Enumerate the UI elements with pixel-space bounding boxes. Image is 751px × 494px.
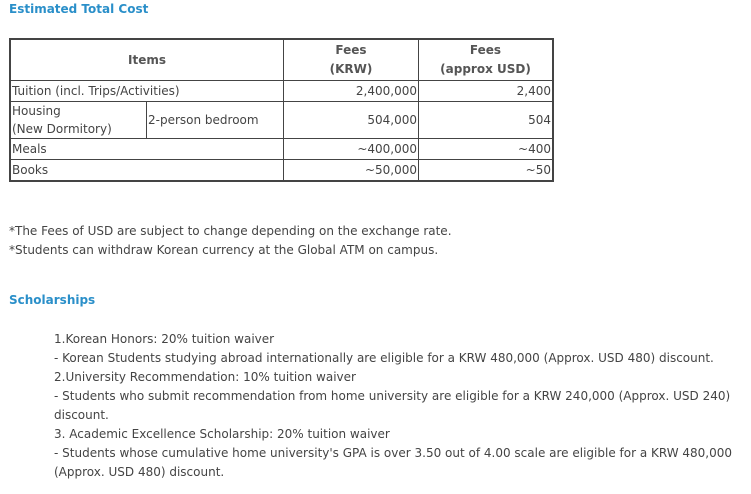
row-housing-type: 2-person bedroom [147,102,284,139]
notes [9,222,452,260]
scholarship-item: 3. Academic Excellence Scholarship: 20% tuition waiver [54,427,390,441]
row-tuition-krw: 2,400,000 [284,81,419,102]
row-books-usd: ~50 [419,160,554,182]
row-housing-item-line2: (New Dormitory) [12,122,112,136]
cost-heading: Estimated Total Cost [9,2,149,16]
header-items: Items [10,39,284,81]
scholarships-heading: Scholarships [9,293,96,307]
row-housing-krw: 504,000 [284,102,419,139]
scholarship-item: - Students whose cumulative home university's GPA is over 3.50 out of 4.00 scale are eligible for a KRW 480,000 (Approx. USD 480) discount. [54,446,733,479]
row-housing-item [10,102,147,139]
row-housing-item-line1: Housing [12,104,61,118]
scholarship-item: - Students who submit recommendation from home university are eligible for a KRW 240,000 (Approx. USD 240) discount. [54,389,731,422]
scholarship-item: - Korean Students studying abroad internationally are eligible for a KRW 480,000 (Approx. USD 480) discount. [54,351,714,365]
row-tuition-usd: 2,400 [419,81,554,102]
table-header-row [10,39,553,81]
row-meals-usd: ~400 [419,139,554,160]
row-meals-krw: ~400,000 [284,139,419,160]
header-usd-line1: Fees [469,43,502,57]
row-housing-usd: 504 [419,102,554,139]
row-tuition-item: Tuition (incl. Trips/Activities) [10,81,284,102]
header-usd [419,39,554,81]
table-row [10,102,553,139]
row-books-krw: ~50,000 [284,160,419,182]
note-exchange-rate: *The Fees of USD are subject to change depending on the exchange rate. [9,224,452,238]
note-atm: *Students can withdraw Korean currency at the Global ATM on campus. [9,243,439,257]
table-row [10,81,553,102]
scholarship-list [54,330,744,482]
table-row [10,139,553,160]
header-usd-line2: (approx USD) [440,62,531,76]
table-row [10,160,553,182]
header-krw-line1: Fees [335,43,367,57]
row-meals-item: Meals [10,139,284,160]
cost-table [9,38,554,182]
header-krw [284,39,419,81]
scholarship-item: 2.University Recommendation: 10% tuition waiver [54,370,356,384]
header-krw-line2: (KRW) [329,62,373,76]
row-books-item: Books [10,160,284,182]
scholarship-item: 1.Korean Honors: 20% tuition waiver [54,332,275,346]
